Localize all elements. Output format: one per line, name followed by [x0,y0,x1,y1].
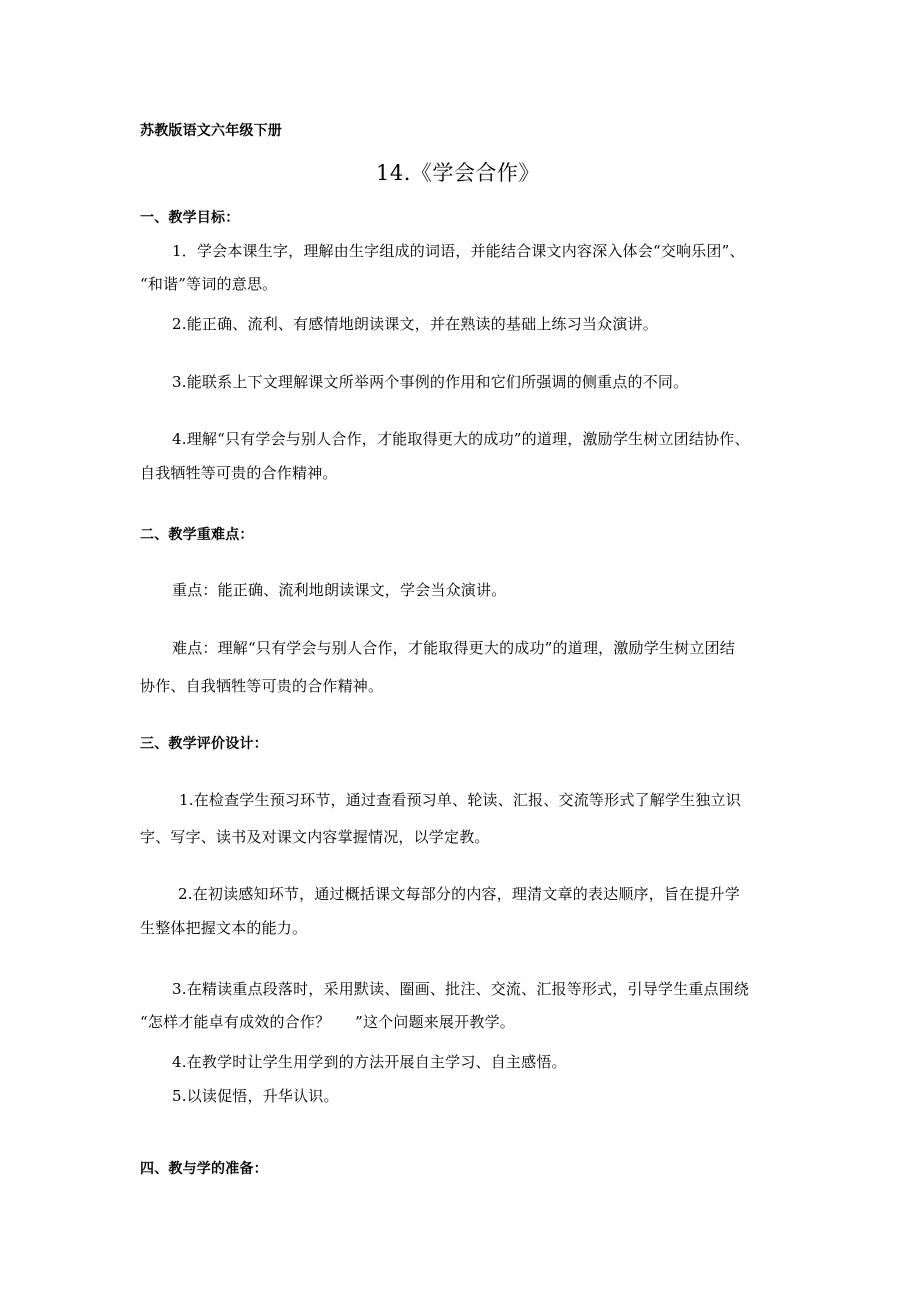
paragraph-line: 难点：理解“只有学会与别人合作，才能取得更大的成功”的道理，激励学生树立团结 [172,639,735,657]
paragraph-line: 3.能联系上下文理解课文所举两个事例的作用和它们所强调的侧重点的不同。 [172,373,689,391]
section-heading-preparation: 四、教与学的准备： [140,1161,268,1177]
paragraph-line: 1．学会本课生字，理解由生字组成的词语，并能结合课文内容深入体会“交响乐团”、 [172,242,745,260]
section-heading-objectives: 一、教学目标： [140,210,240,226]
section-heading-evaluation: 三、教学评价设计： [140,736,268,752]
paragraph-line: 2.能正确、流利、有感情地朗读课文，并在熟读的基础上练习当众演讲。 [172,315,658,333]
page-title: 14.《学会合作》 [376,161,540,185]
paragraph-line: 重点：能正确、流利地朗读课文，学会当众演讲。 [172,581,507,599]
paragraph-line: 4.在教学时让学生用学到的方法开展自主学习、自主感悟。 [172,1053,567,1071]
paragraph-line: 生整体把握文本的能力。 [140,919,308,937]
edition-label: 苏教版语文六年级下册 [140,123,282,139]
paragraph-line: “和谐”等词的意思。 [140,275,278,293]
paragraph-line: 1.在检查学生预习环节，通过查看预习单、轮读、汇报、交流等形式了解学生独立识 [179,791,741,809]
paragraph-line: 5.以读促悟，升华认识。 [172,1087,339,1105]
paragraph-line: 协作、自我牺牲等可贵的合作精神。 [140,677,384,695]
paragraph-line: 4.理解“只有学会与别人合作，才能取得更大的成功”的道理，激励学生树立团结协作、 [172,430,750,448]
paragraph-line: 3.在精读重点段落时，采用默读、圈画、批注、交流、汇报等形式，引导学生重点围绕 [172,980,750,998]
section-heading-key-points: 二、教学重难点： [140,527,254,543]
paragraph-line: 2.在初读感知环节，通过概括课文每部分的内容，理清文章的表达顺序，旨在提升学 [178,885,740,903]
paragraph-line: 字、写字、读书及对课文内容掌握情况，以学定教。 [140,828,490,846]
paragraph-line: “怎样才能卓有成效的合作？ ”这个问题来展开教学。 [140,1013,515,1031]
paragraph-line: 自我牺牲等可贵的合作精神。 [140,464,338,482]
